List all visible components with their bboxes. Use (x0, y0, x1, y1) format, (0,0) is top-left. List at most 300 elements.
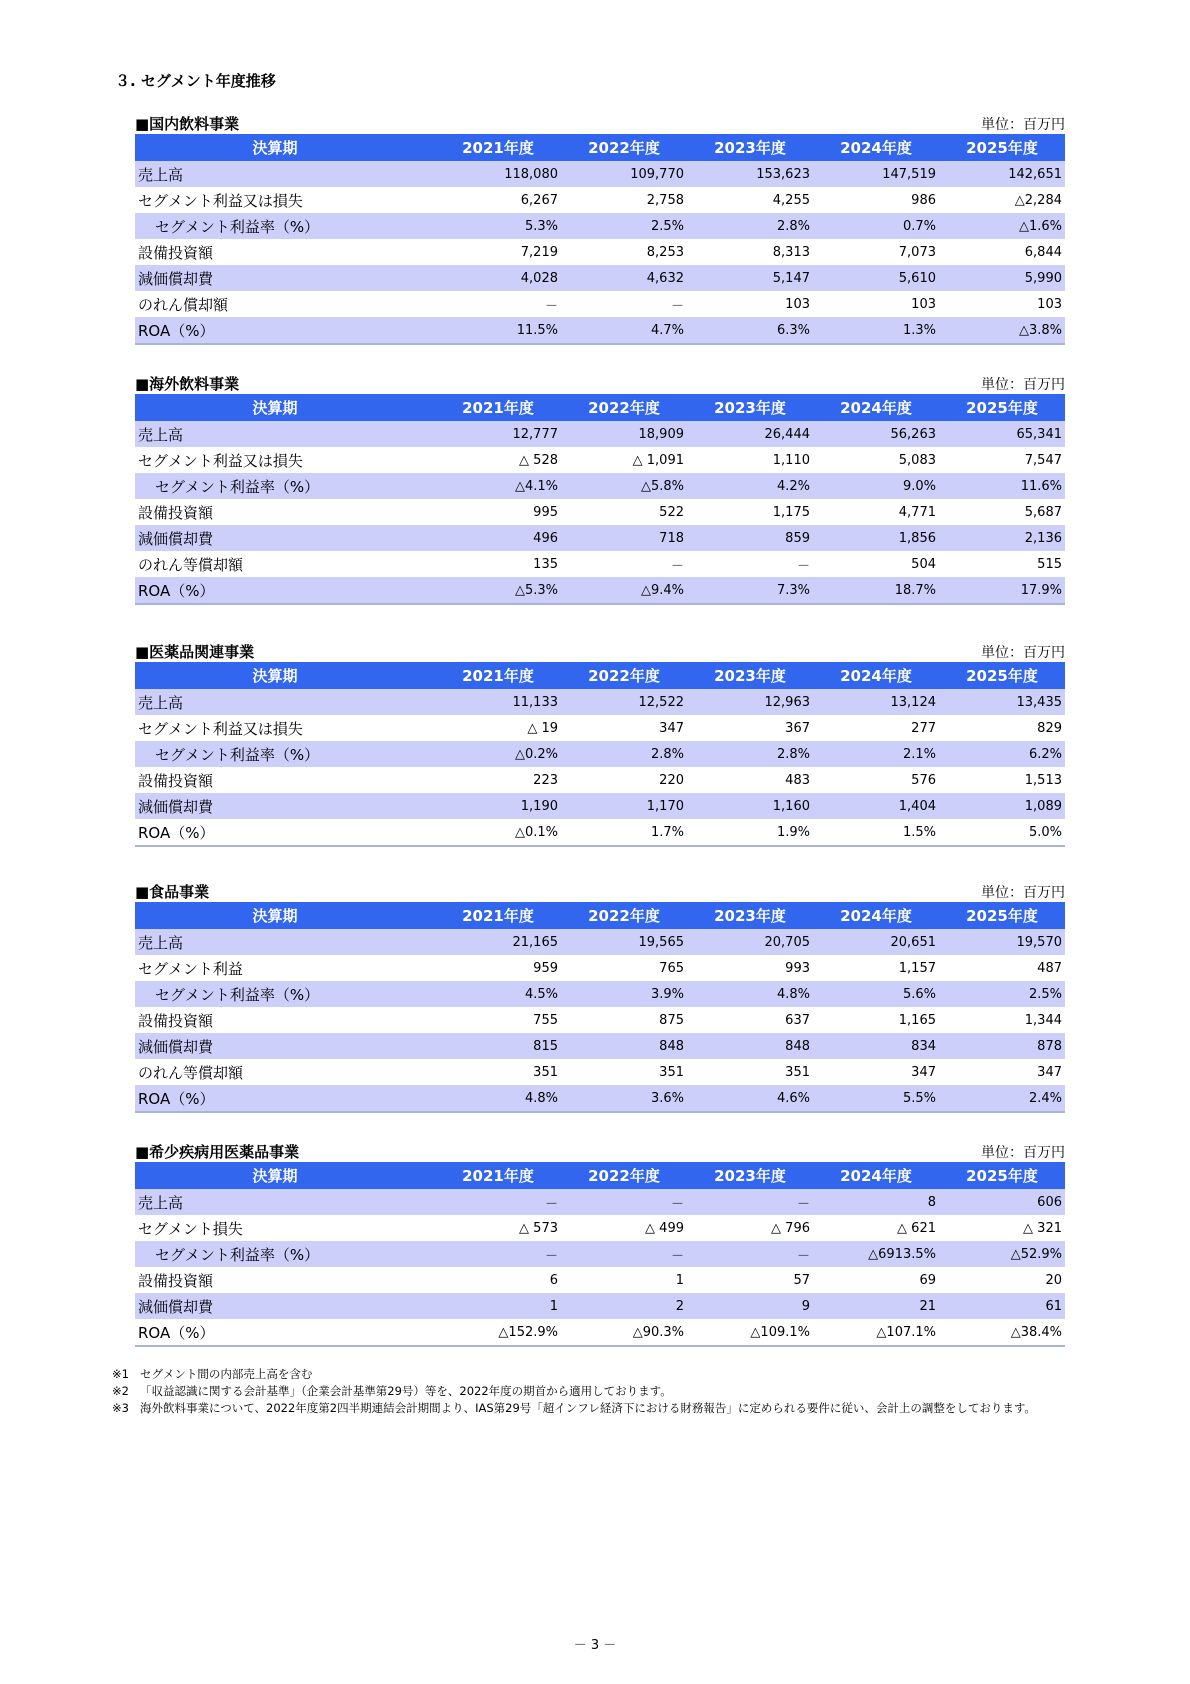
value-cell: △ 499 (645, 1220, 684, 1236)
segment-table (135, 662, 1065, 847)
value-cell: 19,570 (939, 929, 1065, 955)
year-header: 2024年度 (813, 394, 939, 421)
row-label: のれん等償却額 (138, 1063, 244, 1082)
value-cell: 11.6% (939, 473, 1065, 499)
value-cell: 5,687 (1024, 504, 1062, 520)
value-cell: △ 796 (771, 1220, 810, 1236)
row-label: 売上高 (135, 929, 435, 955)
table-row (135, 239, 1065, 265)
value-cell: 4,632 (561, 265, 687, 291)
segment-title: ■希少疾病用医薬品事業 (135, 1143, 300, 1161)
value-cell: 347 (659, 720, 684, 736)
table-row (135, 577, 1065, 604)
period-header: 決算期 (135, 902, 435, 929)
segment-title: ■食品事業 (135, 883, 210, 901)
value-cell: 1,513 (1024, 772, 1062, 788)
row-label: セグメント利益又は損失 (138, 719, 303, 738)
value-cell: 18.7% (813, 577, 939, 604)
footnote-mark: ※2 (112, 1384, 129, 1398)
table-header-row (135, 1162, 1065, 1189)
row-label: セグメント利益又は損失 (138, 191, 303, 210)
value-cell: 6.2% (939, 741, 1065, 767)
value-cell: 4.6% (687, 1085, 813, 1112)
value-cell: 61 (939, 1293, 1065, 1319)
value-cell: 17.9% (939, 577, 1065, 604)
value-cell: 0.7% (813, 213, 939, 239)
value-cell: 1,175 (772, 504, 810, 520)
value-cell: △9.4% (561, 577, 687, 604)
value-cell: 1,160 (687, 793, 813, 819)
value-cell: 1,856 (813, 525, 939, 551)
value-cell: 815 (435, 1033, 561, 1059)
unit-label: 単位：百万円 (981, 645, 1065, 661)
value-cell: 959 (533, 960, 558, 976)
row-label: 減価償却費 (135, 265, 435, 291)
value-cell: 4.7% (561, 317, 687, 344)
period-header: 決算期 (135, 1162, 435, 1189)
value-cell: 487 (1037, 960, 1062, 976)
value-cell: － (435, 1189, 561, 1215)
value-cell: 1,190 (435, 793, 561, 819)
row-label: 売上高 (135, 421, 435, 447)
year-header: 2025年度 (939, 394, 1065, 421)
value-cell: 20,705 (687, 929, 813, 955)
value-cell: 11.5% (435, 317, 561, 344)
value-cell: 5,990 (939, 265, 1065, 291)
value-cell: 5,083 (898, 452, 936, 468)
table-header-row (135, 394, 1065, 421)
value-cell: 2.4% (939, 1085, 1065, 1112)
year-header: 2023年度 (687, 134, 813, 161)
table-row (135, 213, 1065, 239)
value-cell: 13,435 (939, 689, 1065, 715)
value-cell: 135 (533, 556, 558, 572)
value-cell: 576 (911, 772, 936, 788)
row-label: ROA（%） (135, 819, 435, 846)
footnote-1 (112, 1366, 1072, 1383)
value-cell: 351 (533, 1064, 558, 1080)
value-cell: △109.1% (687, 1319, 813, 1346)
value-cell: △52.9% (939, 1241, 1065, 1267)
value-cell: 522 (659, 504, 684, 520)
value-cell: 6,844 (1024, 244, 1062, 260)
value-cell: △0.2% (435, 741, 561, 767)
value-cell: 1 (435, 1293, 561, 1319)
row-label: セグメント利益率（%） (135, 213, 435, 239)
value-cell: △2,284 (1014, 192, 1062, 208)
row-label: 減価償却費 (135, 525, 435, 551)
value-cell: △ 573 (519, 1220, 558, 1236)
table-row (135, 1059, 1065, 1085)
year-header: 2025年度 (939, 902, 1065, 929)
row-label: セグメント利益 (138, 959, 243, 978)
value-cell: － (561, 1241, 687, 1267)
year-header: 2022年度 (561, 394, 687, 421)
table-row (135, 715, 1065, 741)
row-label: セグメント利益率（%） (135, 473, 435, 499)
value-cell: 103 (785, 296, 810, 312)
table-row (135, 473, 1065, 499)
value-cell: － (687, 1189, 813, 1215)
value-cell: 4.2% (687, 473, 813, 499)
row-label: 設備投資額 (138, 1271, 214, 1290)
table-header-row (135, 662, 1065, 689)
value-cell: 109,770 (561, 161, 687, 187)
table-row (135, 1007, 1065, 1033)
value-cell: 637 (785, 1012, 810, 1028)
value-cell: 12,777 (435, 421, 561, 447)
year-header: 2023年度 (687, 394, 813, 421)
table-row (135, 291, 1065, 317)
table-row (135, 1267, 1065, 1293)
value-cell: △107.1% (813, 1319, 939, 1346)
row-label: 減価償却費 (135, 1033, 435, 1059)
value-cell: △1.6% (939, 213, 1065, 239)
value-cell: 2,758 (646, 192, 684, 208)
table-row (135, 1189, 1065, 1215)
table-row (135, 265, 1065, 291)
year-header: 2021年度 (435, 134, 561, 161)
footnote-text: 「収益認識に関する会計基準」（企業会計基準第29号）等を、2022年度の期首から適用しております。 (140, 1384, 672, 1398)
value-cell: 2.1% (813, 741, 939, 767)
value-cell: 2.5% (939, 981, 1065, 1007)
value-cell: 2.5% (561, 213, 687, 239)
value-cell: 277 (911, 720, 936, 736)
value-cell: 9.0% (813, 473, 939, 499)
value-cell: 718 (561, 525, 687, 551)
value-cell: 1,157 (898, 960, 936, 976)
row-label: ROA（%） (135, 317, 435, 344)
value-cell: 515 (1037, 556, 1062, 572)
segment-header (135, 1140, 1065, 1162)
value-cell: △5.3% (435, 577, 561, 604)
value-cell: 7,547 (1024, 452, 1062, 468)
value-cell: 103 (911, 296, 936, 312)
unit-label: 単位：百万円 (981, 377, 1065, 393)
value-cell: － (796, 558, 810, 574)
value-cell: 1,344 (1024, 1012, 1062, 1028)
segment-table (135, 394, 1065, 605)
value-cell: 351 (659, 1064, 684, 1080)
table-row (135, 981, 1065, 1007)
value-cell: 142,651 (939, 161, 1065, 187)
row-label: 設備投資額 (138, 1011, 214, 1030)
value-cell: 8,253 (646, 244, 684, 260)
value-cell: 878 (939, 1033, 1065, 1059)
value-cell: 6.3% (687, 317, 813, 344)
segment-block (135, 880, 1065, 1113)
value-cell: － (435, 1241, 561, 1267)
value-cell: 995 (533, 504, 558, 520)
value-cell: 1.9% (687, 819, 813, 846)
value-cell: 4.5% (435, 981, 561, 1007)
table-row (135, 1085, 1065, 1112)
value-cell: 26,444 (687, 421, 813, 447)
value-cell: 1,170 (561, 793, 687, 819)
value-cell: 1,165 (898, 1012, 936, 1028)
value-cell: 1.3% (813, 317, 939, 344)
value-cell: 1.5% (813, 819, 939, 846)
value-cell: 5.5% (813, 1085, 939, 1112)
row-label: セグメント利益率（%） (135, 741, 435, 767)
table-row (135, 929, 1065, 955)
value-cell: 118,080 (435, 161, 561, 187)
value-cell: △90.3% (561, 1319, 687, 1346)
value-cell: △ 528 (519, 452, 558, 468)
value-cell: － (561, 1189, 687, 1215)
value-cell: 147,519 (813, 161, 939, 187)
row-label: 売上高 (135, 689, 435, 715)
value-cell: 755 (533, 1012, 558, 1028)
value-cell: 351 (785, 1064, 810, 1080)
value-cell: 1,089 (939, 793, 1065, 819)
segment-table (135, 1162, 1065, 1347)
footnotes (112, 1366, 1072, 1417)
value-cell: 2.8% (561, 741, 687, 767)
value-cell: 5.0% (939, 819, 1065, 846)
segment-table (135, 902, 1065, 1113)
value-cell: 1 (675, 1272, 684, 1288)
value-cell: 483 (785, 772, 810, 788)
table-row (135, 1241, 1065, 1267)
footnote-text: セグメント間の内部売上高を含む (140, 1367, 313, 1381)
table-row (135, 793, 1065, 819)
table-row (135, 1033, 1065, 1059)
unit-label: 単位：百万円 (981, 1145, 1065, 1161)
footnote-3 (112, 1400, 1072, 1417)
footnote-mark: ※1 (112, 1367, 129, 1381)
table-row (135, 1293, 1065, 1319)
value-cell: 9 (687, 1293, 813, 1319)
segment-block (135, 112, 1065, 345)
period-header: 決算期 (135, 134, 435, 161)
value-cell: 848 (561, 1033, 687, 1059)
value-cell: 848 (687, 1033, 813, 1059)
year-header: 2024年度 (813, 134, 939, 161)
value-cell: 56,263 (813, 421, 939, 447)
table-row (135, 1319, 1065, 1346)
page-title: ３. セグメント年度推移 (115, 72, 276, 90)
year-header: 2025年度 (939, 134, 1065, 161)
segment-header (135, 640, 1065, 662)
row-label: セグメント利益率（%） (135, 981, 435, 1007)
row-label: ROA（%） (135, 1085, 435, 1112)
row-label: 設備投資額 (138, 243, 214, 262)
year-header: 2025年度 (939, 1162, 1065, 1189)
segment-header (135, 112, 1065, 134)
value-cell: 65,341 (939, 421, 1065, 447)
value-cell: 220 (659, 772, 684, 788)
value-cell: 1,404 (813, 793, 939, 819)
segment-block (135, 640, 1065, 847)
row-label: セグメント損失 (138, 1219, 243, 1238)
year-header: 2021年度 (435, 902, 561, 929)
value-cell: 875 (659, 1012, 684, 1028)
period-header: 決算期 (135, 394, 435, 421)
row-label: 売上高 (135, 161, 435, 187)
table-row (135, 161, 1065, 187)
value-cell: 3.9% (561, 981, 687, 1007)
value-cell: － (670, 558, 684, 574)
row-label: のれん等償却額 (138, 555, 244, 574)
value-cell: 12,963 (687, 689, 813, 715)
row-label: ROA（%） (135, 577, 435, 604)
value-cell: 7,219 (520, 244, 558, 260)
value-cell: 4.8% (687, 981, 813, 1007)
value-cell: △0.1% (435, 819, 561, 846)
year-header: 2022年度 (561, 134, 687, 161)
value-cell: △ 1,091 (632, 452, 684, 468)
table-row (135, 767, 1065, 793)
value-cell: － (670, 298, 684, 314)
segment-header (135, 372, 1065, 394)
unit-label: 単位：百万円 (981, 885, 1065, 901)
table-row (135, 551, 1065, 577)
segment-title: ■海外飲料事業 (135, 375, 240, 393)
value-cell: 5,147 (687, 265, 813, 291)
value-cell: 21 (813, 1293, 939, 1319)
value-cell: 4,255 (772, 192, 810, 208)
value-cell: △3.8% (939, 317, 1065, 344)
value-cell: 986 (911, 192, 936, 208)
value-cell: 829 (1037, 720, 1062, 736)
table-row (135, 689, 1065, 715)
value-cell: 834 (813, 1033, 939, 1059)
value-cell: △4.1% (435, 473, 561, 499)
value-cell: △ 621 (897, 1220, 936, 1236)
value-cell: 20,651 (813, 929, 939, 955)
year-header: 2022年度 (561, 902, 687, 929)
value-cell: 859 (687, 525, 813, 551)
value-cell: 367 (785, 720, 810, 736)
table-row (135, 317, 1065, 344)
value-cell: 1,110 (772, 452, 810, 468)
value-cell: △5.8% (561, 473, 687, 499)
row-label: 設備投資額 (138, 503, 214, 522)
value-cell: － (544, 298, 558, 314)
period-header: 決算期 (135, 662, 435, 689)
value-cell: 153,623 (687, 161, 813, 187)
segment-block (135, 372, 1065, 605)
value-cell: 2.8% (687, 213, 813, 239)
value-cell: 5,610 (813, 265, 939, 291)
table-row (135, 955, 1065, 981)
value-cell: 5.6% (813, 981, 939, 1007)
value-cell: △6913.5% (813, 1241, 939, 1267)
row-label: 減価償却費 (135, 1293, 435, 1319)
value-cell: 993 (785, 960, 810, 976)
value-cell: 347 (911, 1064, 936, 1080)
row-label: セグメント利益又は損失 (138, 451, 303, 470)
row-label: セグメント利益率（%） (135, 1241, 435, 1267)
value-cell: 6,267 (520, 192, 558, 208)
table-row (135, 819, 1065, 846)
year-header: 2021年度 (435, 1162, 561, 1189)
row-label: 減価償却費 (135, 793, 435, 819)
value-cell: 6 (549, 1272, 558, 1288)
segment-table (135, 134, 1065, 345)
value-cell: 4,771 (898, 504, 936, 520)
year-header: 2023年度 (687, 1162, 813, 1189)
value-cell: 69 (919, 1272, 936, 1288)
footnote-mark: ※3 (112, 1401, 129, 1415)
value-cell: 18,909 (561, 421, 687, 447)
table-row (135, 421, 1065, 447)
table-row (135, 499, 1065, 525)
value-cell: 13,124 (813, 689, 939, 715)
table-row (135, 447, 1065, 473)
value-cell: － (687, 1241, 813, 1267)
value-cell: 12,522 (561, 689, 687, 715)
segment-block (135, 1140, 1065, 1347)
table-header-row (135, 134, 1065, 161)
page-number: － 3 － (573, 1638, 617, 1653)
value-cell: 504 (911, 556, 936, 572)
value-cell: △ 321 (1023, 1220, 1062, 1236)
value-cell: 606 (939, 1189, 1065, 1215)
table-row (135, 741, 1065, 767)
year-header: 2022年度 (561, 662, 687, 689)
value-cell: 496 (435, 525, 561, 551)
value-cell: 103 (1037, 296, 1062, 312)
value-cell: 5.3% (435, 213, 561, 239)
footnote-2 (112, 1383, 1072, 1400)
row-label: 売上高 (135, 1189, 435, 1215)
value-cell: 4,028 (435, 265, 561, 291)
value-cell: 3.6% (561, 1085, 687, 1112)
value-cell: 8,313 (772, 244, 810, 260)
value-cell: 8 (813, 1189, 939, 1215)
year-header: 2021年度 (435, 394, 561, 421)
table-row (135, 1215, 1065, 1241)
year-header: 2022年度 (561, 1162, 687, 1189)
year-header: 2024年度 (813, 902, 939, 929)
value-cell: 765 (659, 960, 684, 976)
year-header: 2024年度 (813, 662, 939, 689)
value-cell: 11,133 (435, 689, 561, 715)
table-header-row (135, 902, 1065, 929)
segment-header (135, 880, 1065, 902)
value-cell: 57 (793, 1272, 810, 1288)
value-cell: 4.8% (435, 1085, 561, 1112)
value-cell: 223 (533, 772, 558, 788)
year-header: 2023年度 (687, 902, 813, 929)
value-cell: 19,565 (561, 929, 687, 955)
row-label: ROA（%） (135, 1319, 435, 1346)
value-cell: 21,165 (435, 929, 561, 955)
unit-label: 単位：百万円 (981, 117, 1065, 133)
value-cell: 347 (1037, 1064, 1062, 1080)
row-label: のれん償却額 (138, 295, 229, 314)
segment-title: ■医薬品関連事業 (135, 643, 255, 661)
year-header: 2023年度 (687, 662, 813, 689)
year-header: 2024年度 (813, 1162, 939, 1189)
value-cell: 20 (1045, 1272, 1062, 1288)
segment-title: ■国内飲料事業 (135, 115, 240, 133)
value-cell: 2,136 (939, 525, 1065, 551)
value-cell: △152.9% (435, 1319, 561, 1346)
row-label: 設備投資額 (138, 771, 214, 790)
year-header: 2021年度 (435, 662, 561, 689)
table-row (135, 187, 1065, 213)
table-row (135, 525, 1065, 551)
value-cell: △38.4% (939, 1319, 1065, 1346)
value-cell: 7,073 (898, 244, 936, 260)
value-cell: △ 19 (527, 720, 558, 736)
year-header: 2025年度 (939, 662, 1065, 689)
value-cell: 1.7% (561, 819, 687, 846)
value-cell: 7.3% (687, 577, 813, 604)
